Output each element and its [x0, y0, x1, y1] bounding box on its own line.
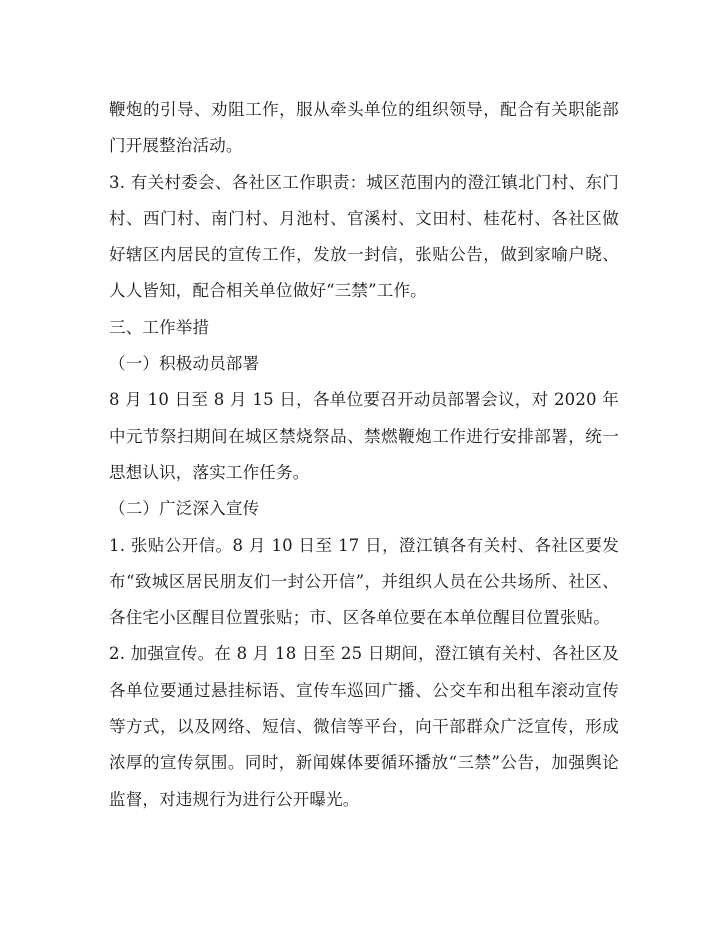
paragraph-mobilize: 8 月 10 日至 8 月 15 日，各单位要召开动员部署会议，对 2020 年中元节祭扫期间在城区禁烧祭品、禁燃鞭炮工作进行安排部署，统一思想认识，落实工作任务。: [109, 390, 619, 482]
subheading-mobilize: （一）积极动员部署: [109, 354, 260, 374]
paragraph-publicity-2: 2. 加强宣传。在 8 月 18 日至 25 日期间，澄江镇有关村、各社区及各单位要通过悬挂标语、宣传车巡回广播、公交车和出租车滚动宣传等方式，以及网络、短信、微信等平台，向干部群众广泛宣传，形成浓厚的宣传氛围。同时，新闻媒体要循环播放“三禁”公告，加强舆论监督，对违规行为进行公开曝光。: [109, 644, 619, 809]
paragraph-continuation: 鞭炮的引导、劝阻工作，服从牵头单位的组织领导，配合有关职能部门开展整治活动。: [109, 100, 619, 156]
section-heading-measures: 三、工作举措: [109, 317, 210, 337]
paragraph-publicity-1: 1. 张贴公开信。8 月 10 日至 17 日，澄江镇各有关村、各社区要发布“致城区居民朋友们一封公开信”，并组织人员在公共场所、社区、各住宅小区醒目位置张贴；市、区各单位要在本单位醒目位置张贴。: [109, 535, 619, 628]
subheading-publicity: （二）广泛深入宣传: [109, 499, 260, 519]
paragraph-duty-3: 3. 有关村委会、各社区工作职责：城区范围内的澄江镇北门村、东门村、西门村、南门村、月池村、官溪村、文田村、桂花村、各社区做好辖区内居民的宣传工作，发放一封信，张贴公告，做到家喻户晓、人人皆知，配合相关单位做好“三禁”工作。: [109, 172, 619, 301]
document-body: [109, 92, 619, 818]
